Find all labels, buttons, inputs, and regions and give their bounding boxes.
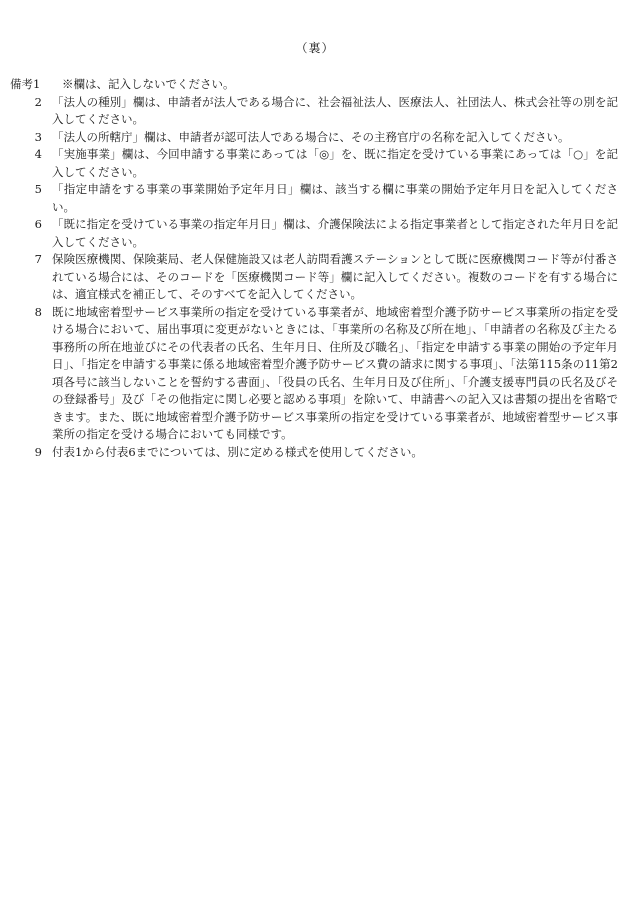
note-text: 「法人の種別」欄は、申請者が法人である場合に、社会福祉法人、医療法人、社団法人、株式会社等の別を記入してください。 (52, 94, 618, 126)
note-text: 既に地域密着型サービス事業所の指定を受けている事業者が、地域密着型介護予防サービス事業所の指定を受ける場合において、届出事項に変更がないときには、「事業所の名称及び所在地」、「申請者の名称及び主たる事務所の所在地並びにその代表者の氏名、生年月日、住所及び職名」、「指定を申請する事業の開始の予定年月日」、「指定を申請する事業に係る地域密着型介護予防サービス費の請求に関する事項」、「法第115条の11第2項各号に該当しないことを誓約する書面」、「役員の氏名、生年月日及び住所」、「介護支援専門員の氏名及びその登録番号」及び「その他指定に関し必要と認める事項」を除いて、申請書への記入又は書類の提出を省略できます。また、既に地域密着型介護予防サービス事業所の指定を受けている事業者が、地域密着型サービス事業所の指定を受ける場合においても同様です。 (52, 304, 618, 441)
page-title: （裏） (295, 41, 335, 55)
note-number: 3 (34, 129, 42, 144)
note-item-6 (10, 216, 618, 251)
note-text: 「既に指定を受けている事業の指定年月日」欄は、介護保険法による指定事業者として指定された年月日を記入してください。 (52, 217, 618, 249)
note-text: 「指定申請をする事業の事業開始予定年月日」欄は、該当する欄に事業の開始予定年月日を記入してください。 (52, 182, 618, 214)
note-item-4 (10, 146, 618, 181)
notes-heading: 備考 (10, 77, 33, 91)
note-item-1 (10, 76, 618, 94)
note-number: 4 (34, 147, 42, 161)
note-item-8 (10, 304, 618, 444)
note-number: 5 (34, 182, 42, 196)
notes-section (10, 76, 618, 461)
note-item-3 (10, 129, 618, 147)
note-number: 7 (34, 252, 42, 266)
note-text: 「実施事業」欄は、今回申請する事業にあっては「◎」を、既に指定を受けている事業にあっては「○」を記入してください。 (52, 147, 618, 179)
note-text: ※欄は、記入しないでください。 (62, 77, 235, 91)
note-item-2 (10, 94, 618, 129)
note-number: 8 (34, 304, 42, 319)
note-text: 付表1から付表6までについては、別に定める様式を使用してください。 (52, 444, 423, 459)
note-lead (10, 76, 52, 94)
note-number: 1 (33, 77, 41, 91)
note-text: 「法人の所轄庁」欄は、申請者が認可法人である場合に、その主務官庁の名称を記入してください。 (52, 129, 570, 144)
note-number: 6 (34, 217, 42, 231)
note-text: 保険医療機関、保険薬局、老人保健施設又は老人訪問看護ステーションとして既に医療機関コード等が付番されている場合には、そのコードを「医療機関コード等」欄に記入してください。複数のコードを有する場合には、適宜様式を補正して、そのすべてを記入してください。 (52, 252, 618, 301)
note-number: 9 (34, 444, 42, 459)
note-item-7 (10, 251, 618, 304)
note-item-5 (10, 181, 618, 216)
note-item-9 (10, 444, 618, 462)
note-number: 2 (34, 94, 42, 109)
